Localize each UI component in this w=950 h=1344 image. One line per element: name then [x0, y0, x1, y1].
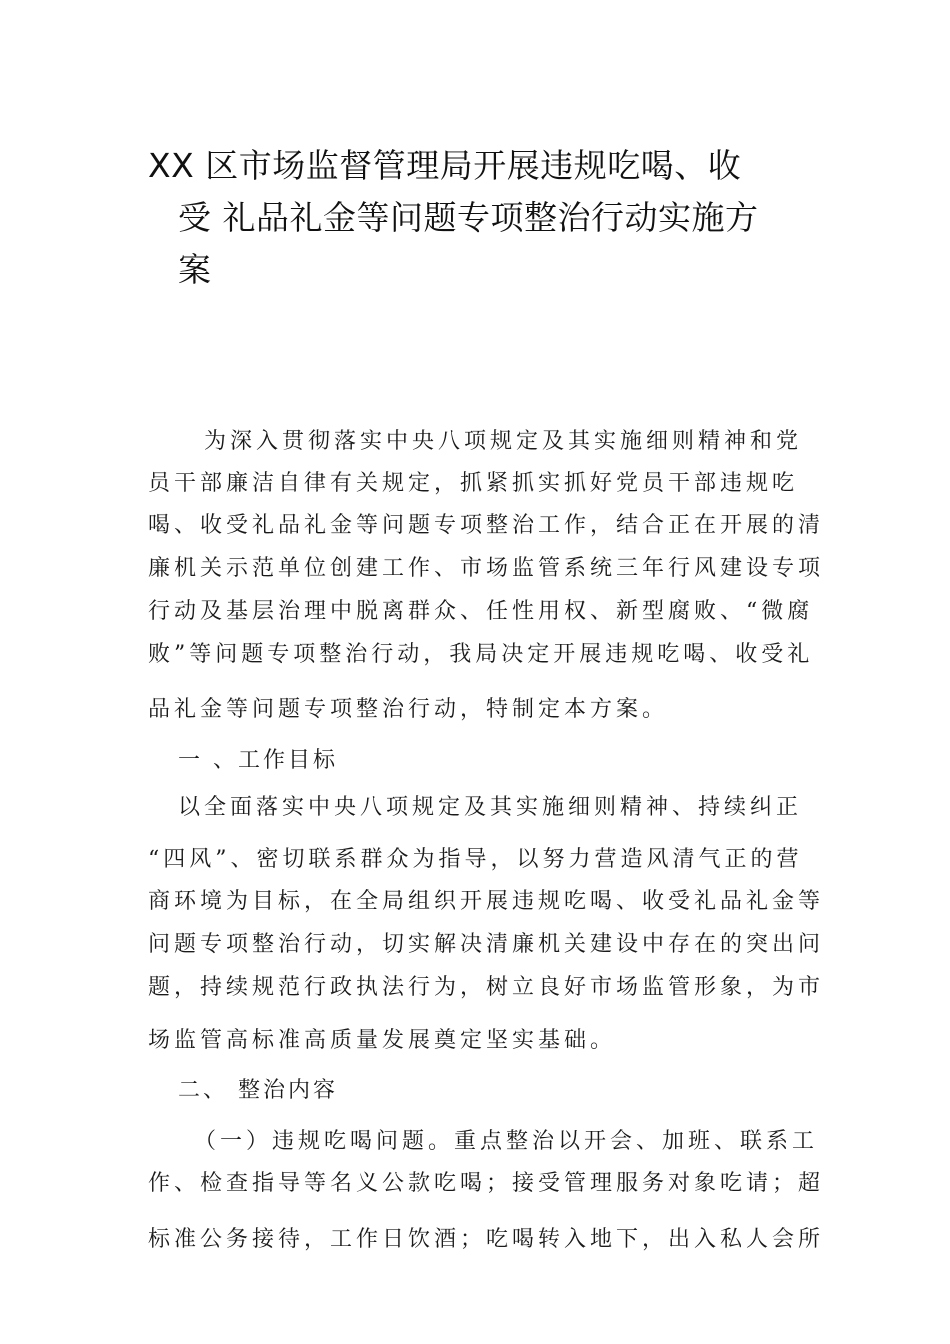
section2-line: （一）违规吃喝问题。重点整治以开会、加班、联系工	[194, 1129, 819, 1154]
section2-line: 标准公务接待，工作日饮酒；吃喝转入地下，出入私人会所	[148, 1227, 825, 1252]
intro-line: 喝、收受礼品礼金等问题专项整治工作，结合正在开展的清	[148, 513, 825, 538]
intro-line: 廉机关示范单位创建工作、市场监管系统三年行风建设专项	[148, 556, 825, 581]
section1-line: 以全面落实中央八项规定及其实施细则精神、持续纠正	[178, 795, 803, 820]
intro-line: 品礼金等问题专项整治行动，特制定本方案。	[148, 697, 669, 722]
section2-line: 作、检查指导等名义公款吃喝；接受管理服务对象吃请；超	[148, 1171, 825, 1196]
section1-line: 问题专项整治行动，切实解决清廉机关建设中存在的突出问	[148, 932, 825, 957]
intro-line: 败”等问题专项整治行动，我局决定开展违规吃喝、收受礼	[148, 642, 814, 667]
section1-line: 商环境为目标，在全局组织开展违规吃喝、收受礼品礼金等	[148, 889, 825, 914]
intro-line: 行动及基层治理中脱离群众、任性用权、新型腐败、“微腐	[148, 599, 814, 624]
section1-line: 题，持续规范行政执法行为，树立良好市场监管形象，为市	[148, 975, 825, 1000]
section1-line: 场监管高标准高质量发展奠定坚实基础。	[148, 1028, 617, 1053]
title-line-3: 案	[178, 250, 212, 289]
title-line-2: 受 礼品礼金等问题专项整治行动实施方	[178, 198, 759, 237]
section-heading-content: 二、 整治内容	[178, 1078, 338, 1103]
intro-line: 员干部廉洁自律有关规定，抓紧抓实抓好党员干部违规吃	[148, 471, 799, 496]
document-title	[148, 140, 828, 296]
title-line-1: XX 区市场监督管理局开展违规吃喝、收	[148, 146, 742, 185]
section-heading-goals: 一 、工作目标	[178, 748, 338, 773]
intro-line: 为深入贯彻落实中央八项规定及其实施细则精神和党	[204, 429, 803, 454]
section1-line: “四风”、密切联系群众为指导，以努力营造风清气正的营	[148, 847, 803, 872]
